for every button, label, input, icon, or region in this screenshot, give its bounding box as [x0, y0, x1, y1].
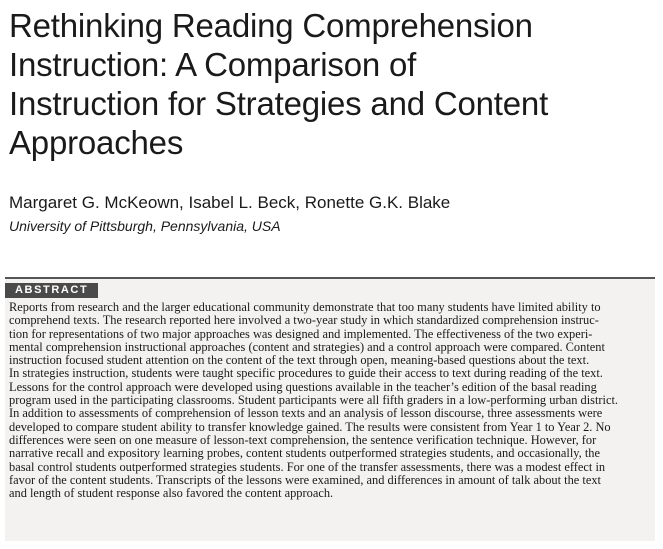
abstract-label: ABSTRACT: [5, 283, 98, 298]
abstract-line: In strategies instruction, students were taught specific procedures to guide their access to text during reading of the text.: [9, 366, 603, 381]
authors: Margaret G. McKeown, Isabel L. Beck, Ronette G.K. Blake: [9, 193, 451, 212]
abstract-line: favor of the content students. Transcripts of the lessons were examined, and differences in amount of talk about the text: [9, 472, 601, 487]
title-line: Instruction: A Comparison of: [9, 46, 417, 83]
abstract-line: program used in the participating classrooms. Student participants were all fifth graders in a low-performing urban district.: [9, 393, 619, 408]
article-title: [9, 6, 659, 162]
title-line: Rethinking Reading Comprehension: [9, 7, 533, 44]
title-line: Approaches: [9, 124, 184, 161]
abstract-line: mental comprehension instructional approaches (content and strategies) and a control approach were compared. Content: [9, 339, 605, 354]
abstract-line: comprehend texts. The research reported here involved a two-year study in which standardized comprehension instruc-: [9, 313, 599, 328]
abstract-line: tion for representations of two major approaches was designed and implemented. The effectiveness of the two experi-: [9, 326, 593, 341]
abstract-text: [9, 301, 654, 500]
abstract-line: and length of student response also favored the content approach.: [9, 486, 334, 501]
abstract-line: basal control students outperformed strategies students. For one of the transfer assessments, there was a modest effect in: [9, 459, 606, 474]
abstract-line: instruction focused student attention on the content of the text through open, meaning-based questions about the text.: [9, 353, 590, 368]
affiliation: University of Pittsburgh, Pennsylvania, USA: [9, 218, 281, 234]
abstract-line: developed to compare student ability to transfer knowledge gained. The results were consistent from Year 1 to Year 2. No: [9, 419, 611, 434]
title-line: Instruction for Strategies and Content: [9, 85, 549, 122]
abstract-line: In addition to assessments of comprehension of lesson texts and an analysis of lesson discourse, three assessments were: [9, 406, 603, 421]
abstract-line: differences were seen on one measure of lesson-text comprehension, the sentence verification technique. However, for: [9, 432, 597, 447]
abstract-line: Lessons for the control approach were developed using questions available in the teacher’s edition of the basal reading: [9, 379, 597, 394]
abstract-line: Reports from research and the larger educational community demonstrate that too many students have limited ability to: [9, 300, 601, 314]
abstract-line: narrative recall and expository learning probes, content students outperformed strategies students, and occasionally, the: [9, 446, 601, 461]
